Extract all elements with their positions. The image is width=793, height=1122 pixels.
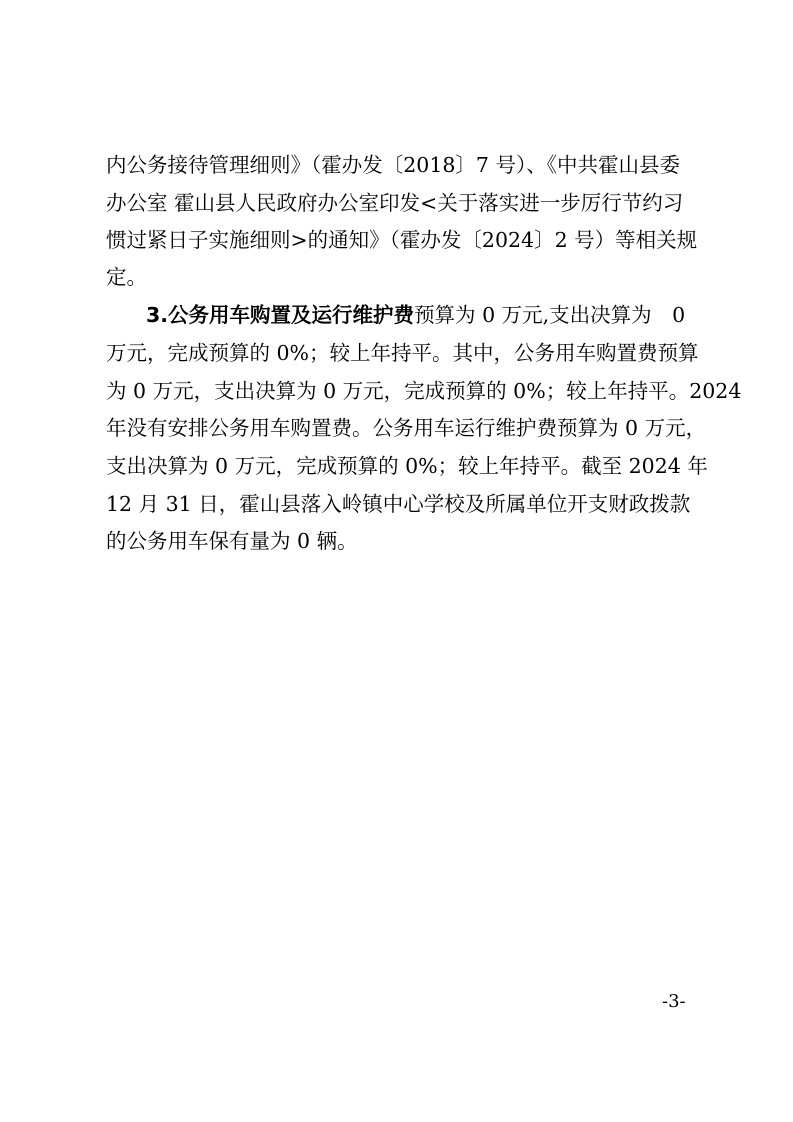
paragraph-2-line-4: 年没有安排公务用车购置费。公务用车运行维护费预算为 0 万元， bbox=[106, 416, 707, 440]
paragraph-2-line-1-text: 预算为 0 万元,支出决算为 0 bbox=[414, 303, 686, 327]
section-heading: 3.公务用车购置及运行维护费 bbox=[146, 303, 415, 327]
paragraph-1-line-3: 惯过紧日子实施细则>的通知》（霍办发〔2024〕2 号）等相关规 bbox=[106, 228, 698, 252]
paragraph-2-line-6: 12 月 31 日，霍山县落入岭镇中心学校及所属单位开支财政拨款 bbox=[106, 492, 691, 516]
paragraph-2-line-5: 支出决算为 0 万元，完成预算的 0%；较上年持平。截至 2024 年 bbox=[106, 454, 708, 478]
paragraph-1-line-4: 定。 bbox=[106, 265, 147, 289]
paragraph-1-line-1: 内公务接待管理细则》（霍办发〔2018〕7 号）、《中共霍山县委 bbox=[106, 153, 680, 177]
paragraph-2-line-1 bbox=[146, 300, 746, 330]
paragraph-1-line-2: 办公室 霍山县人民政府办公室印发<关于落实进一步厉行节约习 bbox=[106, 191, 684, 215]
paragraph-2-line-7: 的公务用车保有量为 0 辆。 bbox=[106, 529, 358, 553]
page-number: -3- bbox=[662, 991, 686, 1012]
paragraph-2-line-2: 万元，完成预算的 0%；较上年持平。其中，公务用车购置费预算 bbox=[106, 341, 699, 365]
paragraph-2-line-3: 为 0 万元，支出决算为 0 万元，完成预算的 0%；较上年持平。2024 bbox=[106, 379, 742, 403]
